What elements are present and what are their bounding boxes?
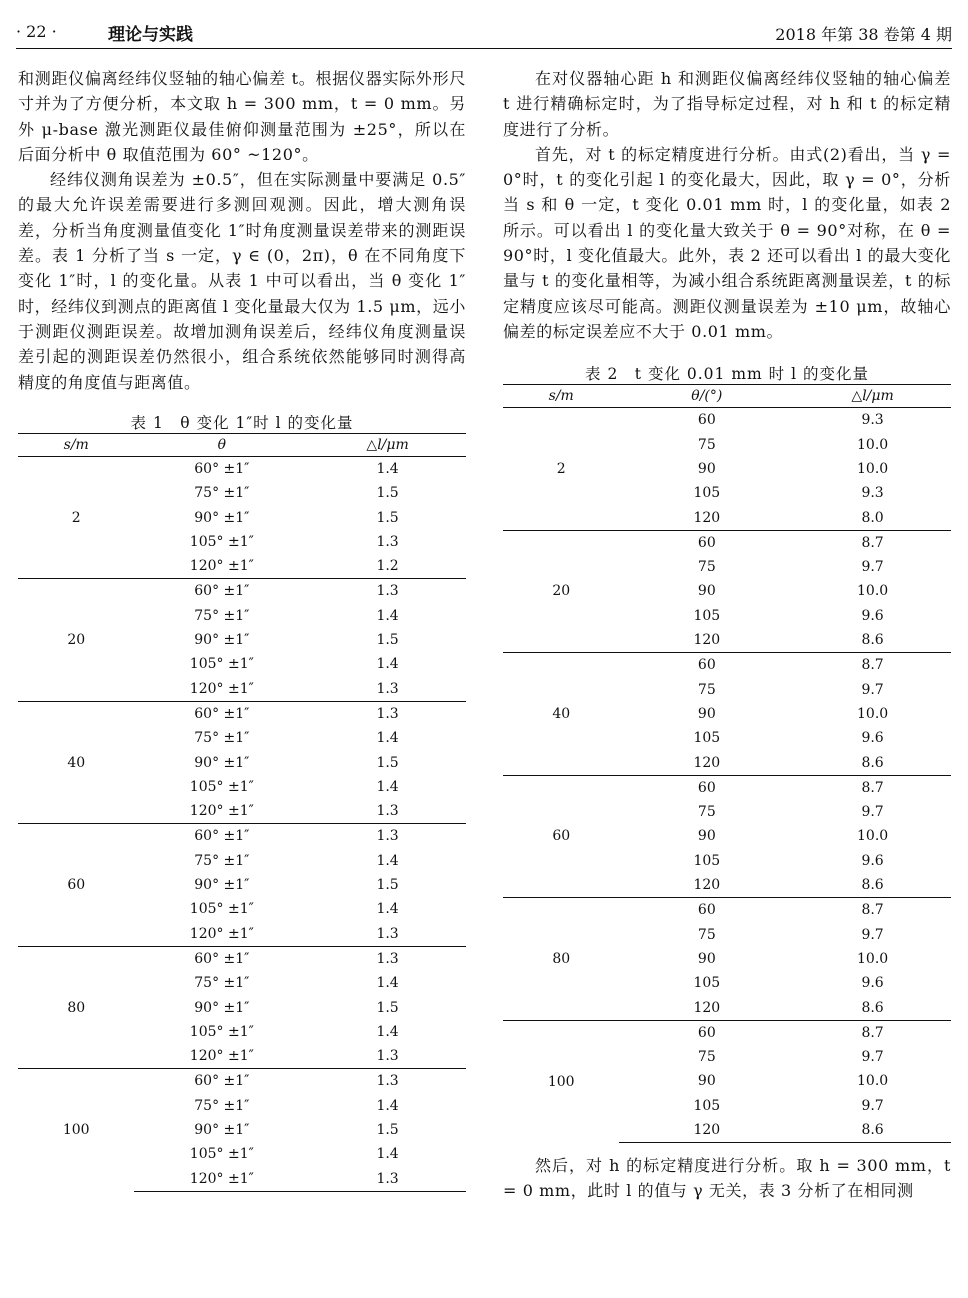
delta-l-cell: 1.5 xyxy=(376,485,399,502)
delta-l-cell: 1.5 xyxy=(376,1122,399,1139)
table-row xyxy=(503,1020,951,1045)
angle-cell: 60 xyxy=(619,1020,794,1045)
delta-l-cell: 1.5 xyxy=(376,632,399,649)
delta-l-cell: 8.6 xyxy=(794,1118,951,1143)
delta-l-cell: 1.3 xyxy=(309,946,466,971)
angle-cell: 120 xyxy=(619,1118,794,1143)
angle-cell: 120° ±1″ xyxy=(189,680,254,697)
angle-cell: 60° ±1″ xyxy=(134,946,309,971)
delta-l-cell: 1.4 xyxy=(376,778,399,795)
angle-cell: 105 xyxy=(693,485,721,502)
group-distance-cell: 2 xyxy=(71,509,81,526)
delta-l-cell: 1.4 xyxy=(376,1097,399,1114)
delta-l-cell: 1.2 xyxy=(376,558,399,575)
angle-cell: 90 xyxy=(697,950,716,967)
delta-l-cell: 1.3 xyxy=(309,1069,466,1094)
delta-l-cell: 1.4 xyxy=(376,901,399,918)
delta-l-cell: 1.3 xyxy=(309,824,466,849)
delta-l-cell: 9.7 xyxy=(861,559,884,576)
delta-l-cell: 1.4 xyxy=(376,975,399,992)
angle-cell: 120° ±1″ xyxy=(189,558,254,575)
angle-cell: 60 xyxy=(619,653,794,678)
left-paragraph-2: 经纬仪测角误差为 ±0.5″，但在实际测量中要满足 0.5″的最大允许误差需要进行多测回观测。因此，增大测角误差，分析当角度测量值变化 1″时角度测量误差带来的测距误差。表 1 分析了当 s 一定，γ ∈ (0，2π)，θ 在不同角度下变化 1″时，l 的变化量。从表 1 中可以看出，当 θ 变化 1″时，经纬仪到测点的距离值 l 变化量最大仅为 1.5 μm，远小于测距仪测距误差。故增加测角误差后，经纬仪角度测量误差引起的测距误差仍然很小，组合系统依然能够同时测得高精度的角度值与距离值。 xyxy=(18,170,466,392)
group-distance-cell: 100 xyxy=(503,1020,619,1142)
angle-cell: 90 xyxy=(697,828,716,845)
delta-l-cell: 9.7 xyxy=(861,926,884,943)
delta-l-cell: 1.3 xyxy=(376,533,399,550)
delta-l-cell: 9.7 xyxy=(861,1097,884,1114)
angle-cell: 120° ±1″ xyxy=(134,1166,309,1191)
angle-cell: 60 xyxy=(619,530,794,555)
angle-cell: 90 xyxy=(697,705,716,722)
angle-cell: 60° ±1″ xyxy=(134,824,309,849)
delta-l-cell: 8.0 xyxy=(861,509,884,526)
angle-cell: 60° ±1″ xyxy=(194,461,250,477)
right-paragraph-3: 然后，对 h 的标定精度进行分析。取 h = 300 mm，t = 0 mm，此时 l 的值与 γ 无关，表 3 分析了在相同测 xyxy=(503,1156,951,1201)
angle-cell: 105° ±1″ xyxy=(189,901,254,918)
table1-header-theta: θ xyxy=(134,433,309,456)
delta-l-cell: 8.6 xyxy=(861,999,884,1016)
delta-l-cell: 9.6 xyxy=(861,607,884,624)
delta-l-cell: 10.0 xyxy=(857,583,889,600)
table2-caption: 表 2 t 变化 0.01 mm 时 l 的变化量 xyxy=(585,365,869,384)
angle-cell: 120° ±1″ xyxy=(189,803,254,820)
table-row xyxy=(18,824,466,849)
angle-cell: 75 xyxy=(697,559,716,576)
angle-cell: 105 xyxy=(693,607,721,624)
group-distance-cell: 60 xyxy=(18,824,134,946)
page-number: · 22 · xyxy=(16,22,57,41)
angle-cell: 90° ±1″ xyxy=(194,509,250,526)
angle-cell: 90° ±1″ xyxy=(194,1122,250,1139)
angle-cell: 75 xyxy=(697,804,716,821)
angle-cell: 60 xyxy=(619,898,794,923)
table-row xyxy=(503,530,951,555)
delta-l-cell: 8.7 xyxy=(794,775,951,800)
group-distance-cell: 40 xyxy=(18,701,134,823)
table1-header-s: s/m xyxy=(18,433,134,456)
delta-l-cell: 1.3 xyxy=(376,925,399,942)
delta-l-cell: 8.6 xyxy=(861,754,884,771)
delta-l-cell: 8.6 xyxy=(861,877,884,894)
table-row xyxy=(18,1069,466,1094)
delta-l-cell: 8.7 xyxy=(794,898,951,923)
angle-cell: 75° ±1″ xyxy=(194,485,250,502)
table-row xyxy=(503,653,951,678)
delta-l-cell: 1.5 xyxy=(376,754,399,771)
angle-cell: 60° ±1″ xyxy=(134,579,309,604)
delta-l-cell: 10.0 xyxy=(857,950,889,967)
angle-cell: 120 xyxy=(693,877,721,894)
delta-l-cell: 9.6 xyxy=(861,730,884,747)
angle-cell: 90 xyxy=(697,583,716,600)
right-paragraph-2: 首先，对 t 的标定精度进行分析。由式(2)看出，当 γ = 0°时，t 的变化引起 l 的变化最大，因此，取 γ = 0°，分析当 s 和 θ 一定，t 变化 0.01 mm 时，l 的变化量，如表 2 所示。可以看出 l 的变化量大致关于 θ = 90°对称，在 θ = 90°时，l 变化值最大。此外，表 2 还可以看出 l 的最大变化量与 t 的变化量相等，为减小组合系统距离测量误差，t 的标定精度应该尽可能高。测距仪测量误差为 ±10 μm，故轴心偏差的标定误差应不大于 0.01 mm。 xyxy=(503,144,951,341)
angle-cell: 120 xyxy=(693,754,721,771)
angle-cell: 75° ±1″ xyxy=(194,975,250,992)
delta-l-cell: 10.0 xyxy=(857,1073,889,1090)
angle-cell: 75 xyxy=(697,681,716,698)
delta-l-cell: 9.3 xyxy=(861,412,884,429)
angle-cell: 120 xyxy=(693,999,721,1016)
delta-l-cell: 1.5 xyxy=(376,877,399,894)
delta-l-cell: 8.7 xyxy=(794,1020,951,1045)
group-distance-cell: 100 xyxy=(18,1069,134,1191)
angle-cell: 75° ±1″ xyxy=(194,607,250,624)
right-column xyxy=(503,66,951,1204)
delta-l-cell: 9.7 xyxy=(861,681,884,698)
angle-cell: 90° ±1″ xyxy=(194,632,250,649)
angle-cell: 90° ±1″ xyxy=(194,999,250,1016)
delta-l-cell: 10.0 xyxy=(857,705,889,722)
delta-l-cell: 1.5 xyxy=(376,999,399,1016)
group-distance-cell: 60 xyxy=(503,775,619,897)
delta-l-cell: 8.6 xyxy=(861,632,884,649)
angle-cell: 105° ±1″ xyxy=(189,533,254,550)
angle-cell: 105 xyxy=(693,852,721,869)
delta-l-cell: 8.7 xyxy=(794,653,951,678)
angle-cell: 60° ±1″ xyxy=(134,1069,309,1094)
delta-l-cell: 1.4 xyxy=(376,656,399,673)
delta-l-cell: 9.6 xyxy=(861,975,884,992)
table1-header-row xyxy=(18,433,466,456)
table2-header-theta: θ/(°) xyxy=(619,385,794,408)
angle-cell: 105° ±1″ xyxy=(189,656,254,673)
angle-cell: 60 xyxy=(697,412,716,429)
angle-cell: 60 xyxy=(619,775,794,800)
angle-cell: 60° ±1″ xyxy=(134,701,309,726)
angle-cell: 105° ±1″ xyxy=(189,1023,254,1040)
table-row xyxy=(18,456,466,481)
delta-l-cell: 1.3 xyxy=(309,1166,466,1191)
angle-cell: 120 xyxy=(693,509,721,526)
delta-l-cell: 10.0 xyxy=(857,436,889,453)
angle-cell: 75 xyxy=(697,926,716,943)
delta-l-cell: 10.0 xyxy=(857,828,889,845)
delta-l-cell: 1.3 xyxy=(309,701,466,726)
table1 xyxy=(18,433,466,1192)
angle-cell: 90 xyxy=(697,461,716,477)
group-distance-cell: 20 xyxy=(503,530,619,652)
table-row xyxy=(18,579,466,604)
table2-header-row xyxy=(503,385,951,408)
delta-l-cell: 10.0 xyxy=(857,461,889,477)
table-row xyxy=(18,946,466,971)
delta-l-cell: 1.4 xyxy=(376,852,399,869)
delta-l-cell: 1.4 xyxy=(376,461,399,477)
delta-l-cell: 8.7 xyxy=(794,530,951,555)
table2 xyxy=(503,384,951,1143)
angle-cell: 105° ±1″ xyxy=(189,778,254,795)
delta-l-cell: 9.3 xyxy=(861,485,884,502)
delta-l-cell: 9.6 xyxy=(861,852,884,869)
table2-header-s: s/m xyxy=(503,385,619,408)
angle-cell: 75 xyxy=(697,436,716,453)
angle-cell: 90° ±1″ xyxy=(194,754,250,771)
group-distance-cell: 40 xyxy=(503,653,619,775)
delta-l-cell: 1.4 xyxy=(376,607,399,624)
table-row xyxy=(503,408,951,433)
delta-l-cell: 1.4 xyxy=(376,1023,399,1040)
table-row xyxy=(18,701,466,726)
page-header xyxy=(16,18,952,49)
delta-l-cell: 9.7 xyxy=(861,1049,884,1066)
angle-cell: 105 xyxy=(693,975,721,992)
table-row xyxy=(503,775,951,800)
journal-section-title: 理论与实践 xyxy=(108,25,193,45)
angle-cell: 90 xyxy=(697,1073,716,1090)
left-paragraph-1: 和测距仪偏离经纬仪竖轴的轴心偏差 t。根据仪器实际外形尺寸并为了方便分析，本文取 h = 300 mm，t = 0 mm。另外 μ-base 激光测距仪最佳俯仰测量范围为 ±25°，所以在后面分析中 θ 取值范围为 60° ~120°。 xyxy=(18,69,466,164)
table-row xyxy=(503,898,951,923)
delta-l-cell: 1.3 xyxy=(376,1048,399,1065)
group-distance-cell: 80 xyxy=(18,946,134,1068)
angle-cell: 90° ±1″ xyxy=(194,877,250,894)
angle-cell: 105° ±1″ xyxy=(189,1146,254,1163)
table1-caption: 表 1 θ 变化 1″时 l 的变化量 xyxy=(130,413,354,432)
delta-l-cell: 1.3 xyxy=(309,579,466,604)
angle-cell: 120° ±1″ xyxy=(189,925,254,942)
issue-info: 2018 年第 38 卷第 4 期 xyxy=(775,25,952,44)
delta-l-cell: 1.5 xyxy=(376,509,399,526)
angle-cell: 75° ±1″ xyxy=(194,730,250,747)
angle-cell: 105 xyxy=(693,730,721,747)
group-distance-cell: 2 xyxy=(556,461,566,477)
angle-cell: 75 xyxy=(697,1049,716,1066)
table1-header-dl: △l/μm xyxy=(309,433,466,456)
right-paragraph-1: 在对仪器轴心距 h 和测距仪偏离经纬仪竖轴的轴心偏差 t 进行精确标定时，为了指导标定过程，对 h 和 t 的标定精度进行了分析。 xyxy=(503,69,951,139)
group-distance-cell: 80 xyxy=(503,898,619,1020)
delta-l-cell: 1.3 xyxy=(376,803,399,820)
angle-cell: 120° ±1″ xyxy=(189,1048,254,1065)
angle-cell: 120 xyxy=(693,632,721,649)
delta-l-cell: 1.3 xyxy=(376,680,399,697)
angle-cell: 75° ±1″ xyxy=(194,1097,250,1114)
group-distance-cell: 20 xyxy=(18,579,134,701)
angle-cell: 105 xyxy=(693,1097,721,1114)
delta-l-cell: 9.7 xyxy=(861,804,884,821)
delta-l-cell: 1.4 xyxy=(376,1146,399,1163)
left-column xyxy=(18,66,466,1192)
table2-header-dl: △l/μm xyxy=(794,385,951,408)
delta-l-cell: 1.4 xyxy=(376,730,399,747)
angle-cell: 75° ±1″ xyxy=(194,852,250,869)
